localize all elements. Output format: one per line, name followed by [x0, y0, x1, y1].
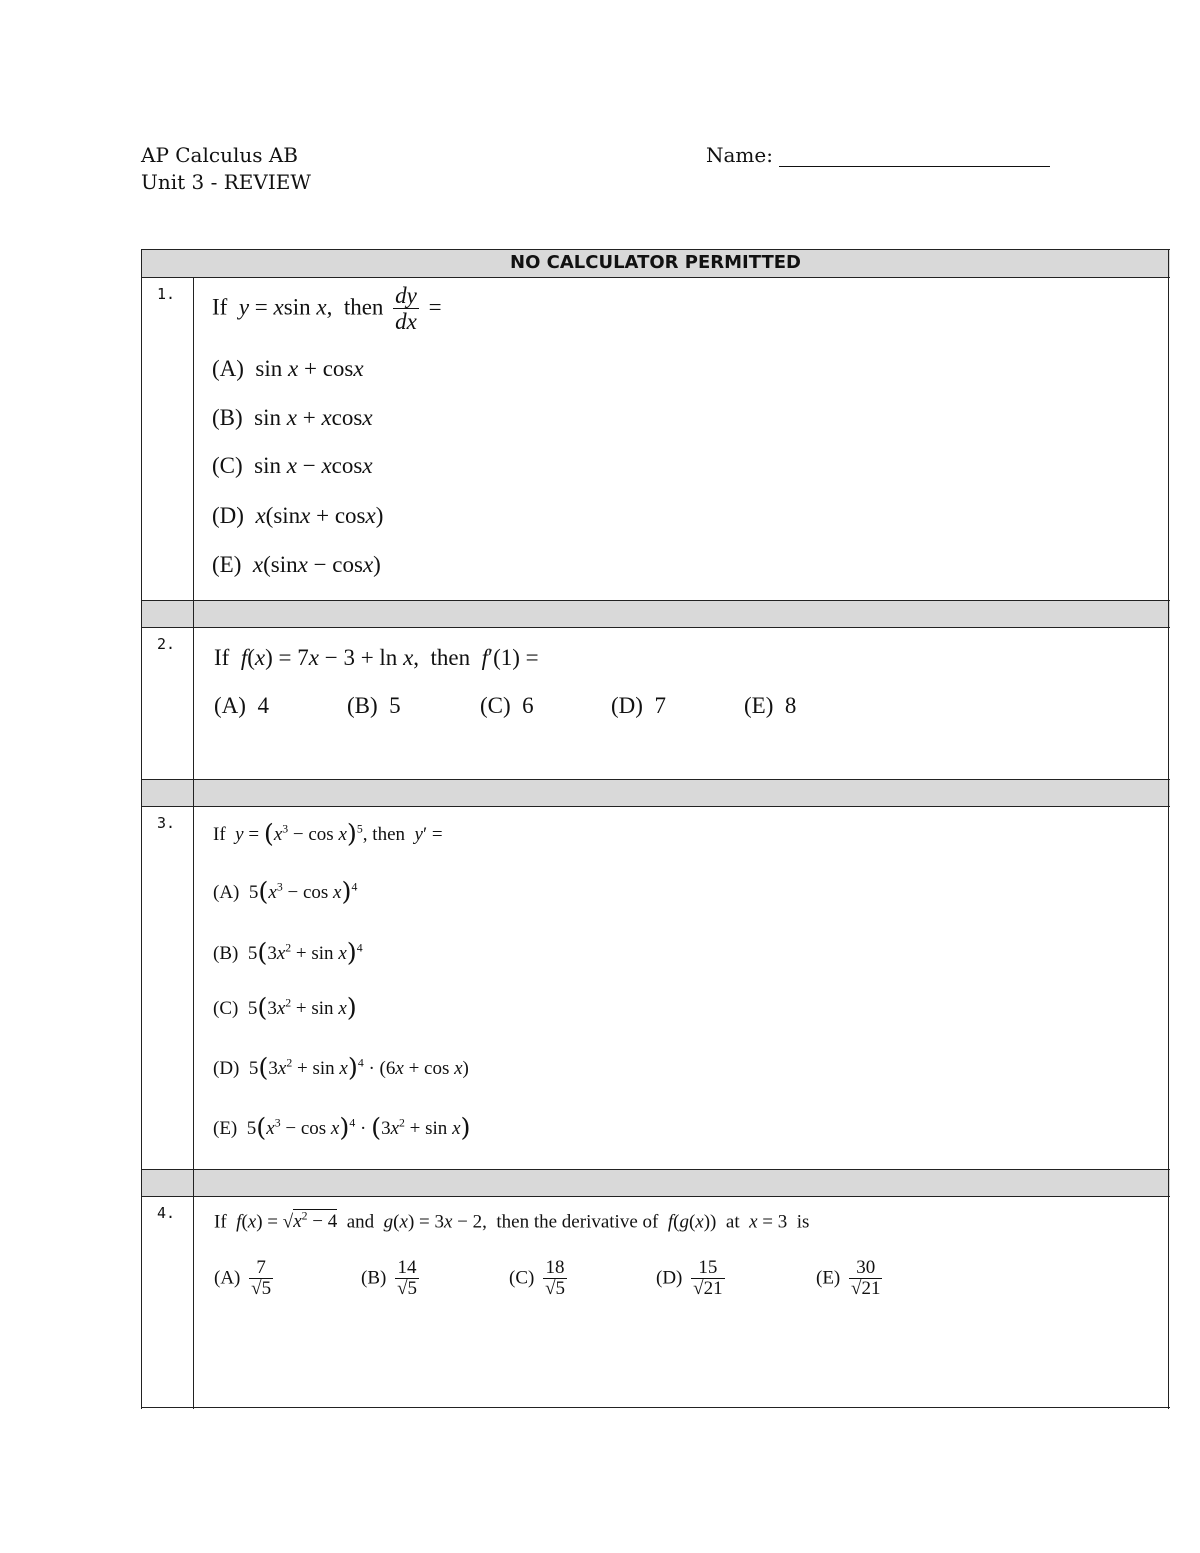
separator-band [141, 780, 1170, 807]
question-3-choice-b[interactable]: (B) $5(3x^2 + \sin x)^4$ [213, 938, 363, 968]
question-1-choice-d[interactable]: (D) x(sinx + cosx) [212, 503, 384, 528]
question-3-choice-a[interactable]: (A) $5(x^3 - \cos x)^4$ [213, 877, 358, 907]
question-4-stem: If $f(x) = √x^2 - 4$ and g(x) = 3x − 2, then the derivative of f(g(x)) at x = 3 is [214, 1210, 810, 1233]
question-number: 2. [157, 635, 176, 653]
question-1-choice-a[interactable]: (A) sin x + cosx [212, 356, 364, 381]
question-4-choice-c[interactable]: (C) $\frac{18}{√5}$ [509, 1257, 566, 1299]
question-2-choice-a[interactable]: (A) 4 [214, 693, 269, 718]
section-header-band [141, 249, 1170, 277]
separator-band [141, 1169, 1170, 1197]
separator-band [141, 600, 1170, 628]
question-3-choice-e[interactable]: (E) $5(x^3 - \cos x)^4 \cdot (3x^2 + \sin x)$ [213, 1113, 471, 1143]
course-title: AP Calculus AB [141, 143, 299, 167]
question-2-choice-e[interactable]: (E) 8 [744, 693, 797, 718]
name-label: Name: [706, 143, 773, 167]
question-number: 3. [157, 814, 176, 832]
question-3-choice-d[interactable]: (D) $5(3x^2 + \sin x)^4 \cdot (6x + \cos x)$ [213, 1053, 469, 1083]
question-2-choice-d[interactable]: (D) 7 [611, 693, 666, 718]
question-4-choice-a[interactable]: (A) $\frac{7}{√5}$ [214, 1257, 272, 1299]
unit-title: Unit 3 - REVIEW [141, 170, 311, 194]
question-1-choice-b[interactable]: (B) sin x + xcosx [212, 405, 373, 430]
question-number: 1. [157, 285, 176, 303]
question-3-choice-c[interactable]: (C) $5(3x^2 + \sin x)$ [213, 993, 357, 1023]
question-2-stem: If f(x) = 7x − 3 + ln x, then f′(1) = [214, 645, 539, 670]
section-title: NO CALCULATOR PERMITTED [510, 252, 801, 273]
question-2-choice-b[interactable]: (B) 5 [347, 693, 401, 718]
question-1-choice-e[interactable]: (E) x(sinx − cosx) [212, 552, 381, 577]
question-2-choice-c[interactable]: (C) 6 [480, 693, 534, 718]
name-blank-line[interactable] [779, 166, 1050, 167]
question-1-stem: If y = xsin x, then $\frac{dy}{dx}$ = [212, 283, 442, 335]
question-1-choice-c[interactable]: (C) sin x − xcosx [212, 453, 373, 478]
question-4-choice-d[interactable]: (D) $\frac{15}{√21}$ [656, 1257, 723, 1299]
question-4-choice-b[interactable]: (B) $\frac{14}{√5}$ [361, 1257, 418, 1299]
question-number: 4. [157, 1204, 176, 1222]
question-4-choice-e[interactable]: (E) $\frac{30}{√21}$ [816, 1257, 881, 1299]
question-3-stem: If $y = (x^3 - \cos x)^5$, then y′ = [213, 819, 443, 849]
